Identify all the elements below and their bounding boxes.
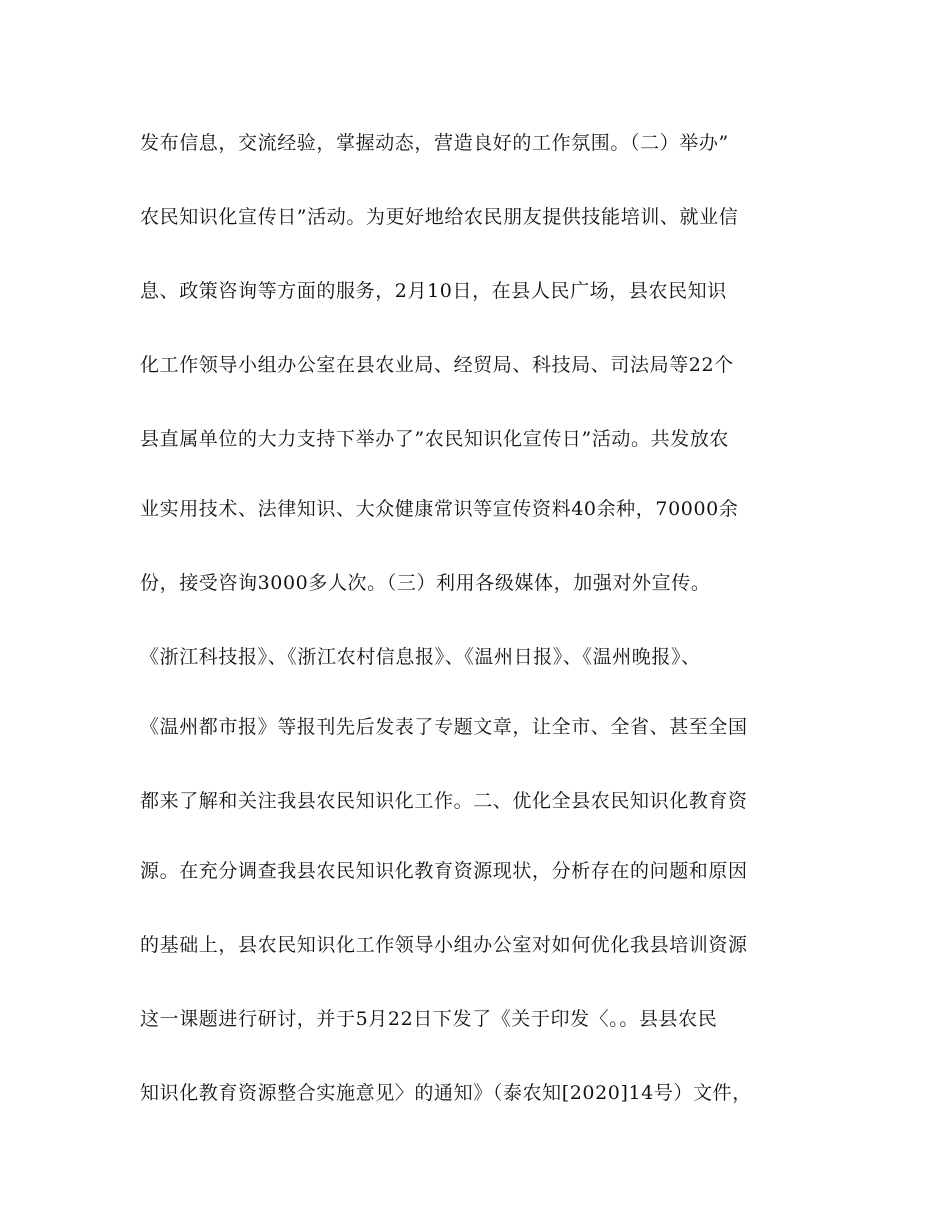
body-text-line: 化工作领导小组办公室在县农业局、经贸局、科技局、司法局等22个	[140, 354, 734, 376]
body-text-line: 农民知识化宣传日”活动。为更好地给农民朋友提供技能培训、就业信	[140, 206, 739, 228]
body-text-line: 业实用技术、法律知识、大众健康常识等宣传资料40余种，70000余	[140, 498, 739, 520]
body-text-line: 县直属单位的大力支持下举办了”农民知识化宣传日”活动。共发放农	[140, 428, 730, 450]
body-text-line: 份，接受咨询3000多人次。（三）利用各级媒体，加强对外宣传。	[140, 572, 711, 594]
body-text-line: 这一课题进行研讨，并于5月22日下发了《关于印发〈。。县县农民	[140, 1008, 718, 1030]
body-text-line: 知识化教育资源整合实施意见〉的通知》（泰农知[2020]14号）文件，	[140, 1082, 752, 1104]
body-text-line: 《温州都市报》等报刊先后发表了专题文章，让全市、全省、甚至全国	[140, 716, 748, 738]
body-text-line: 都来了解和关注我县农民知识化工作。二、优化全县农民知识化教育资	[140, 790, 748, 812]
body-text-line: 发布信息，交流经验，掌握动态，营造良好的工作氛围。（二）举办”	[140, 132, 729, 154]
body-text-line: 息、政策咨询等方面的服务，2月10日，在县人民广场，县农民知识	[140, 280, 727, 302]
body-text-line: 源。在充分调查我县农民知识化教育资源现状，分析存在的问题和原因	[140, 860, 748, 882]
body-text-line: 的基础上，县农民知识化工作领导小组办公室对如何优化我县培训资源	[140, 934, 748, 956]
body-text-line: 《浙江科技报》、《浙江农村信息报》、《温州日报》、《温州晚报》、	[140, 646, 701, 668]
